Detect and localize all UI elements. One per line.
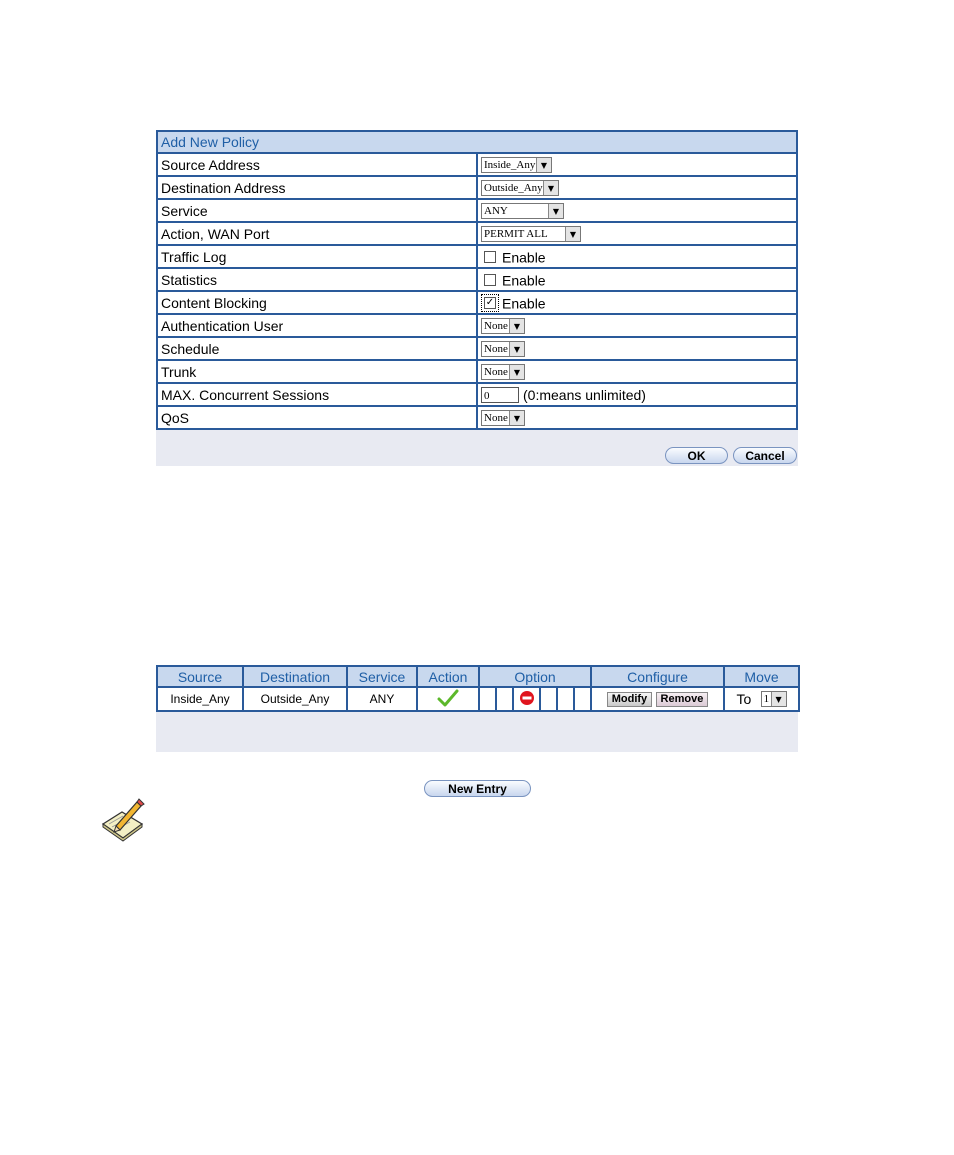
trunk-select[interactable]: None ▼	[481, 364, 525, 380]
row-source-address	[157, 153, 797, 176]
option-cell-4	[540, 687, 557, 711]
traffic-log-checkbox[interactable]	[484, 251, 496, 263]
policy-list-table	[156, 665, 800, 712]
policy-list	[156, 665, 798, 796]
header-destination: Destination	[243, 666, 347, 687]
destination-address-select[interactable]: Outside_Any ▼	[481, 180, 559, 196]
option-cell-1	[479, 687, 496, 711]
chevron-down-icon: ▼	[565, 227, 580, 241]
blocked-icon	[519, 690, 535, 706]
list-header-row	[157, 666, 799, 687]
source-address-select[interactable]: Inside_Any ▼	[481, 157, 552, 173]
policy-form-table	[156, 130, 798, 430]
note-pencil-icon	[100, 796, 146, 842]
row-content-blocking	[157, 291, 797, 314]
schedule-select[interactable]: None ▼	[481, 341, 525, 357]
trunk-label: Trunk	[157, 360, 477, 383]
ok-button[interactable]: OK	[665, 447, 728, 464]
chevron-down-icon: ▼	[771, 692, 786, 706]
move-prefix: To	[736, 691, 752, 707]
option-cell-2	[496, 687, 513, 711]
row-service	[157, 199, 797, 222]
statistics-option: Enable	[502, 272, 546, 289]
chevron-down-icon: ▼	[536, 158, 551, 172]
action-wan-port-select[interactable]: PERMIT ALL ▼	[481, 226, 581, 242]
header-move: Move	[724, 666, 799, 687]
service-label: Service	[157, 199, 477, 222]
statistics-checkbox[interactable]	[484, 274, 496, 286]
row-trunk	[157, 360, 797, 383]
chevron-down-icon: ▼	[509, 319, 524, 333]
qos-select[interactable]: None ▼	[481, 410, 525, 426]
list-footer	[156, 712, 798, 796]
cell-destination: Outside_Any	[243, 687, 347, 711]
content-blocking-label: Content Blocking	[157, 291, 477, 314]
service-select[interactable]: ANY ▼	[481, 203, 564, 219]
chevron-down-icon: ▼	[509, 342, 524, 356]
max-sessions-input[interactable]: 0	[481, 387, 519, 403]
form-title: Add New Policy	[157, 131, 797, 153]
action-wan-port-label: Action, WAN Port	[157, 222, 477, 245]
chevron-down-icon: ▼	[543, 181, 558, 195]
cell-source: Inside_Any	[157, 687, 243, 711]
row-max-sessions	[157, 383, 797, 406]
checkmark-icon: ✓	[485, 297, 495, 309]
cancel-button[interactable]: Cancel	[733, 447, 797, 464]
modify-button[interactable]: Modify	[607, 692, 652, 707]
destination-address-label: Destination Address	[157, 176, 477, 199]
qos-label: QoS	[157, 406, 477, 429]
chevron-down-icon: ▼	[548, 204, 563, 218]
add-policy-form	[156, 130, 798, 466]
source-address-label: Source Address	[157, 153, 477, 176]
row-qos	[157, 406, 797, 429]
cell-move	[724, 687, 799, 711]
cell-configure	[591, 687, 724, 711]
statistics-label: Statistics	[157, 268, 477, 291]
authentication-user-select[interactable]: None ▼	[481, 318, 525, 334]
header-option: Option	[479, 666, 591, 687]
table-row	[157, 687, 799, 711]
move-select[interactable]: 1 ▼	[761, 691, 787, 707]
traffic-log-label: Traffic Log	[157, 245, 477, 268]
check-icon	[437, 689, 459, 707]
form-footer	[156, 430, 798, 466]
authentication-user-label: Authentication User	[157, 314, 477, 337]
header-source: Source	[157, 666, 243, 687]
row-schedule	[157, 337, 797, 360]
option-cell-5	[557, 687, 574, 711]
traffic-log-option: Enable	[502, 249, 546, 266]
chevron-down-icon: ▼	[509, 411, 524, 425]
row-action-wan-port	[157, 222, 797, 245]
content-blocking-option: Enable	[502, 295, 546, 312]
row-destination-address	[157, 176, 797, 199]
header-configure: Configure	[591, 666, 724, 687]
content-blocking-checkbox[interactable]	[484, 297, 496, 309]
header-action: Action	[417, 666, 479, 687]
header-service: Service	[347, 666, 417, 687]
cell-action	[417, 687, 479, 711]
option-cell-3	[513, 687, 540, 711]
chevron-down-icon: ▼	[509, 365, 524, 379]
cell-service: ANY	[347, 687, 417, 711]
schedule-label: Schedule	[157, 337, 477, 360]
row-authentication-user	[157, 314, 797, 337]
row-traffic-log	[157, 245, 797, 268]
option-cell-6	[574, 687, 591, 711]
remove-button[interactable]: Remove	[656, 692, 709, 707]
new-entry-button[interactable]: New Entry	[424, 780, 531, 797]
row-statistics	[157, 268, 797, 291]
max-sessions-hint: (0:means unlimited)	[523, 387, 646, 404]
max-sessions-label: MAX. Concurrent Sessions	[157, 383, 477, 406]
